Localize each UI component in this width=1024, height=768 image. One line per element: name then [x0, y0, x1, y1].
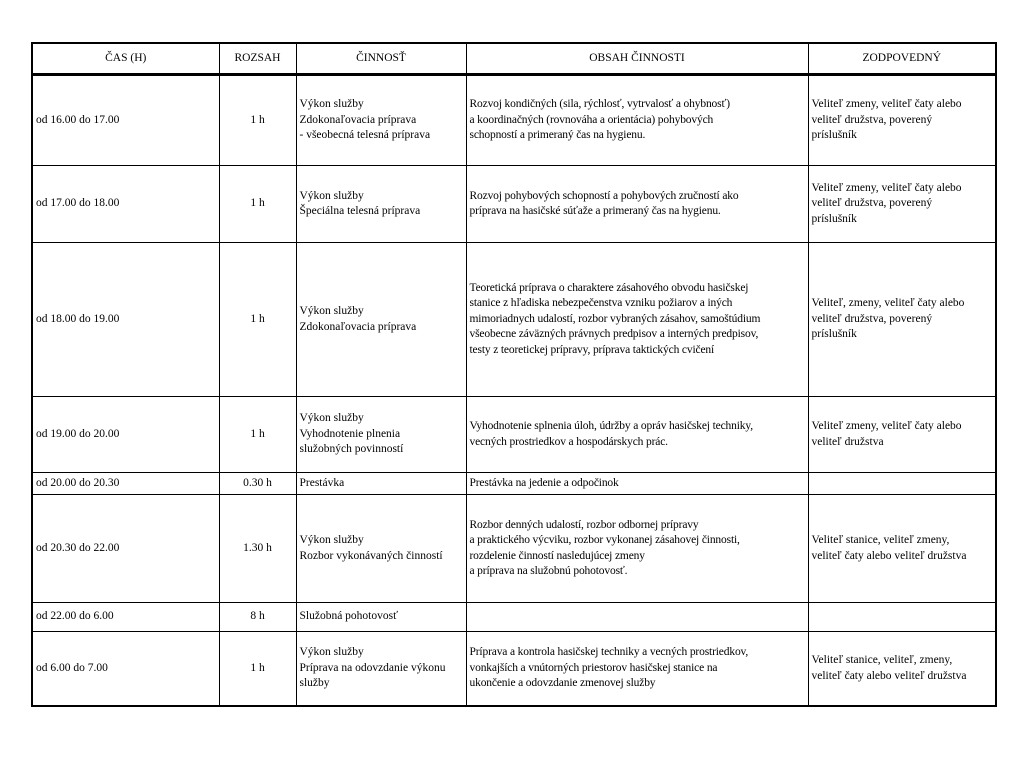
- cell-responsible: Veliteľ, zmeny, veliteľ čaty alebo veliteľ družstva, poverený príslušník: [808, 243, 996, 397]
- cell-content: [466, 603, 808, 632]
- cell-duration: 1 h: [219, 632, 296, 707]
- cell-content: Rozbor denných udalostí, rozbor odbornej prípravy a praktického výcviku, rozbor vykonanej zásahovej činnosti, rozdelenie činností nasledujúcej zmeny a príprava na služobnú pohotovosť.: [466, 495, 808, 603]
- cell-duration: 1 h: [219, 75, 296, 166]
- cell-time: od 16.00 do 17.00: [32, 75, 219, 166]
- cell-time: od 20.00 do 20.30: [32, 473, 219, 495]
- cell-responsible: [808, 473, 996, 495]
- cell-activity: Služobná pohotovosť: [296, 603, 466, 632]
- cell-time: od 6.00 do 7.00: [32, 632, 219, 707]
- header-activity: ČINNOSŤ: [296, 43, 466, 75]
- cell-activity: Výkon služby Vyhodnotenie plnenia služobných povinností: [296, 397, 466, 473]
- cell-activity: Výkon služby Zdokonaľovacia príprava - všeobecná telesná príprava: [296, 75, 466, 166]
- cell-responsible: Veliteľ zmeny, veliteľ čaty alebo veliteľ družstva, poverený príslušník: [808, 166, 996, 243]
- cell-activity: Výkon služby Rozbor vykonávaných činností: [296, 495, 466, 603]
- table-row: [32, 495, 996, 603]
- cell-content: Teoretická príprava o charaktere zásahového obvodu hasičskej stanice z hľadiska nebezpečenstva vzniku požiarov a iných mimoriadnych udalostí, rozbor vybraných zásahov, samoštúdium všeobecne záväzných právnych predpisov a interných predpisov, testy z teoretickej prípravy, príprava taktických cvičení: [466, 243, 808, 397]
- cell-content: Prestávka na jedenie a odpočinok: [466, 473, 808, 495]
- header-time: ČAS (H): [32, 43, 219, 75]
- cell-content: Rozvoj kondičných (sila, rýchlosť, vytrvalosť a ohybnosť) a koordinačných (rovnováha a orientácia) pohybových schopností a primeraný čas na hygienu.: [466, 75, 808, 166]
- table-row: [32, 603, 996, 632]
- cell-responsible: Veliteľ stanice, veliteľ zmeny, veliteľ čaty alebo veliteľ družstva: [808, 495, 996, 603]
- cell-content: Príprava a kontrola hasičskej techniky a vecných prostriedkov, vonkajších a vnútorných priestorov hasičskej stanice na ukončenie a odovzdanie zmenovej služby: [466, 632, 808, 707]
- cell-time: od 20.30 do 22.00: [32, 495, 219, 603]
- table-row: [32, 632, 996, 707]
- table-row: [32, 75, 996, 166]
- table-row: [32, 166, 996, 243]
- cell-activity: Prestávka: [296, 473, 466, 495]
- cell-responsible: Veliteľ zmeny, veliteľ čaty alebo veliteľ družstva: [808, 397, 996, 473]
- cell-time: od 19.00 do 20.00: [32, 397, 219, 473]
- cell-duration: 1.30 h: [219, 495, 296, 603]
- cell-duration: 1 h: [219, 243, 296, 397]
- cell-activity: Výkon služby Špeciálna telesná príprava: [296, 166, 466, 243]
- cell-content: Vyhodnotenie splnenia úloh, údržby a opráv hasičskej techniky, vecných prostriedkov a hospodárskych prác.: [466, 397, 808, 473]
- header-responsible: ZODPOVEDNÝ: [808, 43, 996, 75]
- cell-responsible: Veliteľ zmeny, veliteľ čaty alebo veliteľ družstva, poverený príslušník: [808, 75, 996, 166]
- cell-duration: 1 h: [219, 166, 296, 243]
- table-row: [32, 397, 996, 473]
- cell-responsible: [808, 603, 996, 632]
- cell-duration: 1 h: [219, 397, 296, 473]
- header-row: [32, 43, 996, 75]
- cell-activity: Výkon služby Príprava na odovzdanie výkonu služby: [296, 632, 466, 707]
- cell-duration: 8 h: [219, 603, 296, 632]
- cell-time: od 22.00 do 6.00: [32, 603, 219, 632]
- table-body: [32, 75, 996, 707]
- cell-duration: 0.30 h: [219, 473, 296, 495]
- header-content: OBSAH ČINNOSTI: [466, 43, 808, 75]
- cell-time: od 17.00 do 18.00: [32, 166, 219, 243]
- header-duration: ROZSAH: [219, 43, 296, 75]
- table-header: [32, 43, 996, 75]
- table-row: [32, 243, 996, 397]
- cell-responsible: Veliteľ stanice, veliteľ, zmeny, veliteľ čaty alebo veliteľ družstva: [808, 632, 996, 707]
- schedule-table: [31, 42, 997, 707]
- cell-time: od 18.00 do 19.00: [32, 243, 219, 397]
- cell-activity: Výkon služby Zdokonaľovacia príprava: [296, 243, 466, 397]
- cell-content: Rozvoj pohybových schopností a pohybových zručností ako prípravа na hasičské súťaže a primeraný čas na hygienu.: [466, 166, 808, 243]
- table-row: [32, 473, 996, 495]
